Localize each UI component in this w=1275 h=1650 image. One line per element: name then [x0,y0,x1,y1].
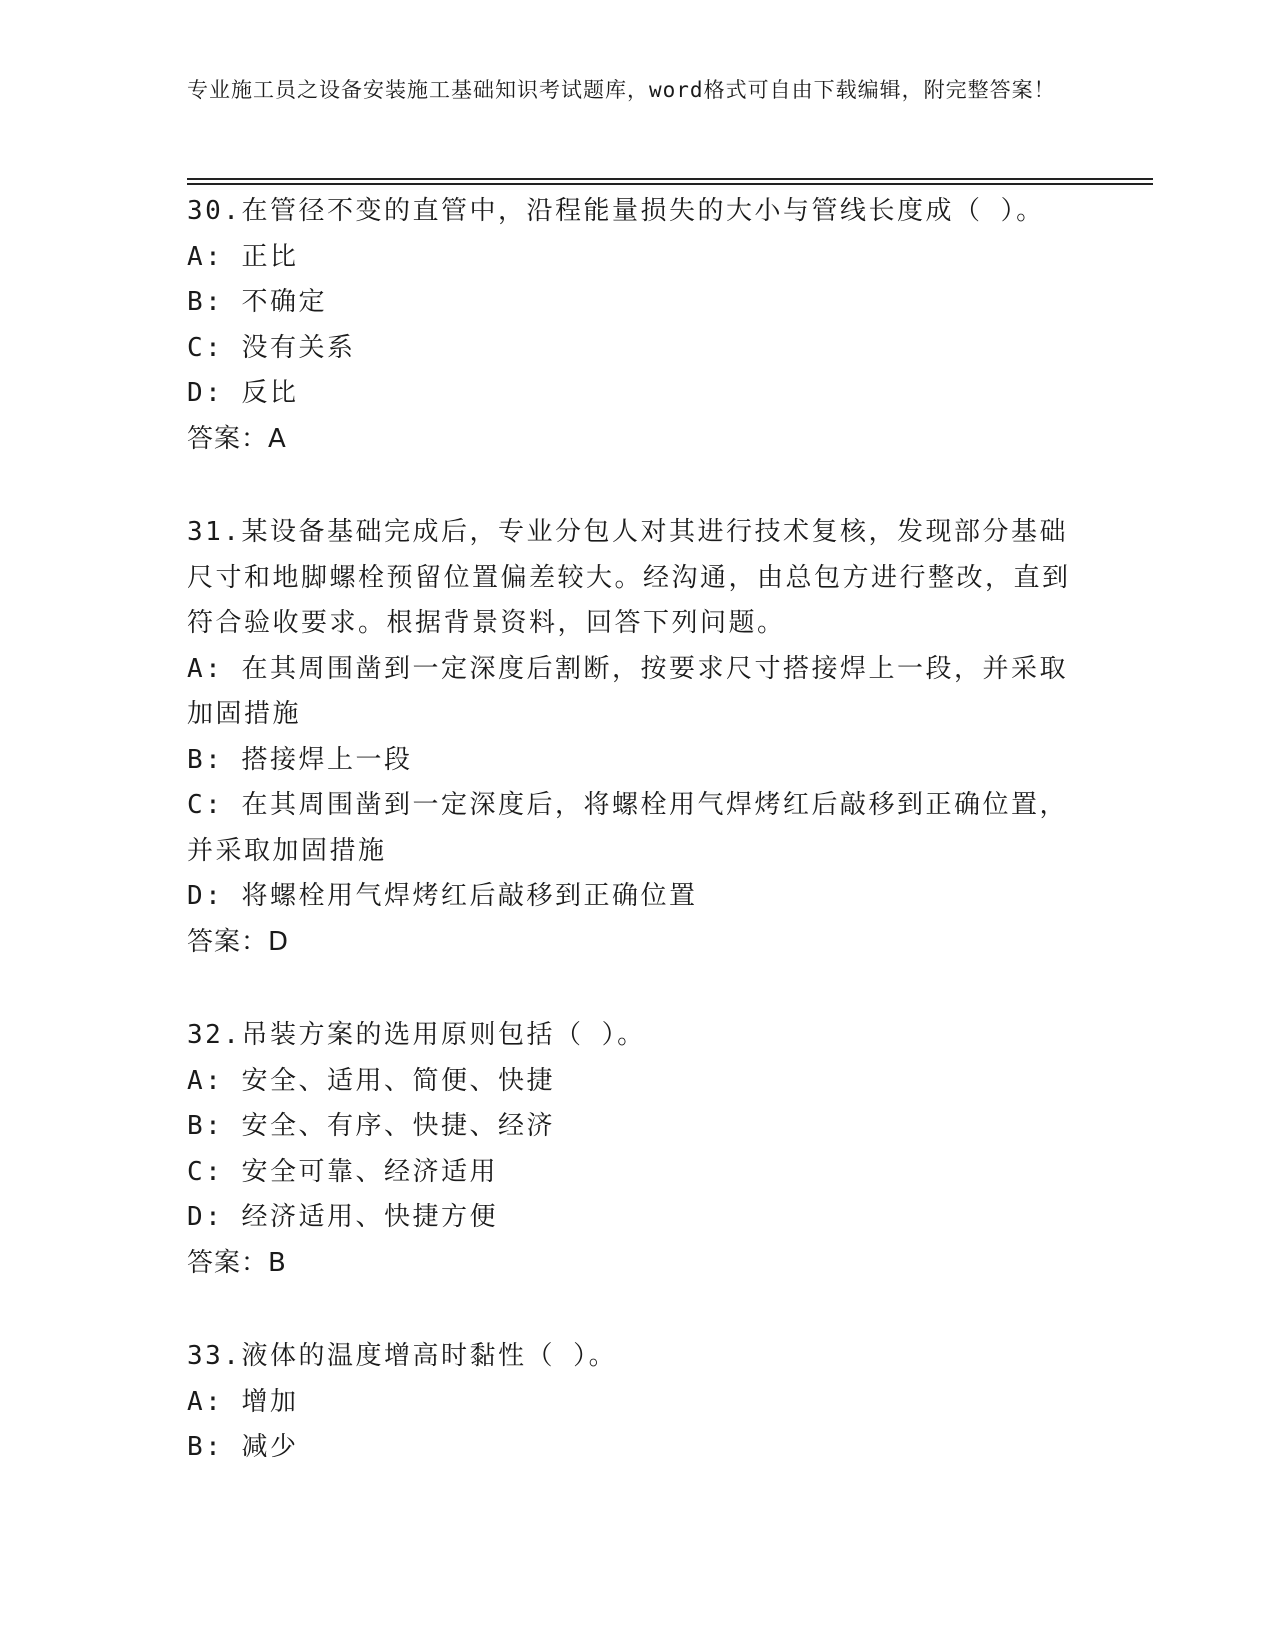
answer-label: 答案：D [187,926,290,957]
question-stem: 30.在管径不变的直管中，沿程能量损失的大小与管线长度成（ ）。 [187,196,1045,226]
option-c: C: 安全可靠、经济适用 [187,1156,498,1187]
header-divider-top [187,178,1153,180]
question-32 [187,1013,1087,1286]
option-b: B: 减少 [187,1432,299,1462]
option-b: B: 不确定 [187,287,327,317]
option-c: C: 在其周围凿到一定深度后，将螺栓用气焊烤红后敲移到正确位置，并采取加固措施 [187,790,1068,866]
option-a: A: 安全、适用、简便、快捷 [187,1065,555,1096]
option-b: B: 安全、有序、快捷、经济 [187,1111,555,1141]
option-a: A: 增加 [187,1386,299,1417]
option-a: A: 在其周围凿到一定深度后割断，按要求尺寸搭接焊上一段，并采取加固措施 [187,653,1068,729]
option-b: B: 搭接焊上一段 [187,744,413,775]
option-d: D: 反比 [187,378,299,408]
option-d: D: 经济适用、快捷方便 [187,1202,498,1232]
question-31 [187,510,1087,965]
document-header: 专业施工员之设备安装施工基础知识考试题库，word格式可自由下载编辑，附完整答案！ [187,78,1056,102]
header-divider-bottom [187,183,1153,185]
question-stem: 31.某设备基础完成后，专业分包人对其进行技术复核，发现部分基础尺寸和地脚螺栓预留位置偏差较大。经沟通，由总包方进行整改，直到符合验收要求。根据背景资料，回答下列问题。 [187,517,1071,638]
option-d: D: 将螺栓用气焊烤红后敲移到正确位置 [187,881,698,911]
question-list [187,189,1087,1519]
answer-label: 答案：A [187,423,287,454]
question-30 [187,189,1087,462]
question-stem: 33.液体的温度增高时黏性（ ）。 [187,1341,618,1371]
question-33 [187,1334,1087,1471]
question-stem: 32.吊装方案的选用原则包括（ ）。 [187,1020,646,1050]
option-c: C: 没有关系 [187,332,356,363]
option-a: A: 正比 [187,241,299,272]
answer-label: 答案：B [187,1247,287,1278]
